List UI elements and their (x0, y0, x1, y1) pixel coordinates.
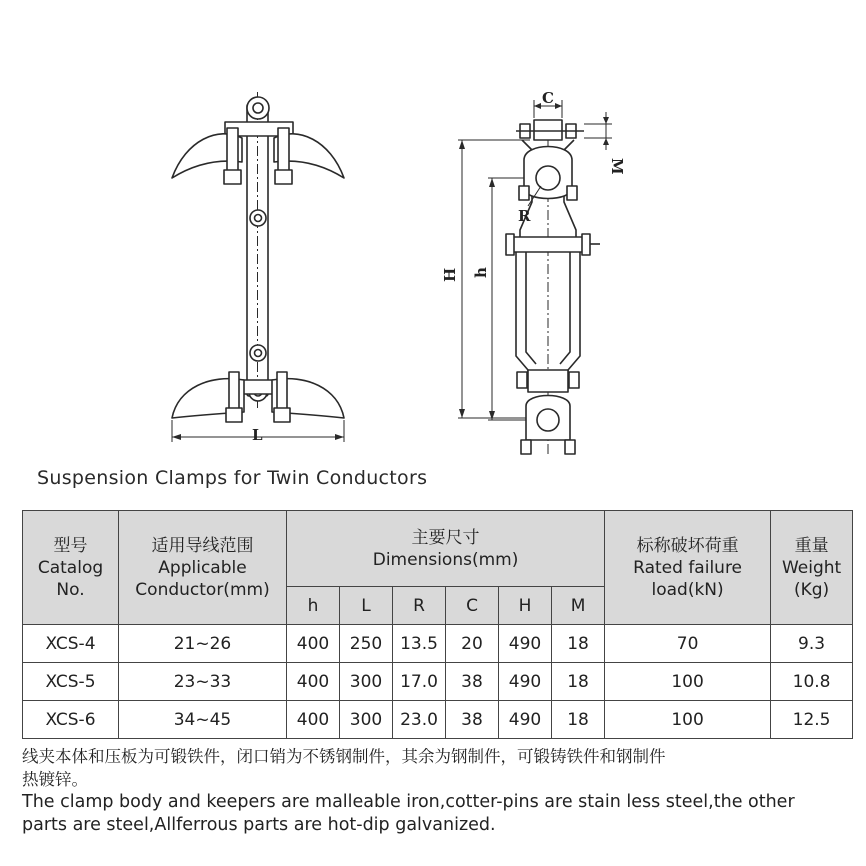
header-dim-R: R (393, 587, 446, 625)
header-load: 标称破坏荷重 Rated failure load(kN) (605, 511, 771, 625)
cell-conductor: 23~33 (119, 663, 287, 701)
front-view (172, 92, 344, 442)
cell-R: 13.5 (393, 625, 446, 663)
note-chinese-line2: 热镀锌。 (22, 770, 88, 789)
dim-label-L: L (252, 426, 263, 444)
dim-label-R: R (518, 207, 531, 225)
cell-catalog: XCS-5 (23, 663, 119, 701)
header-dim-H: H (499, 587, 552, 625)
cell-M: 18 (552, 625, 605, 663)
cell-catalog: XCS-4 (23, 625, 119, 663)
cell-h: 400 (287, 663, 340, 701)
header-conductor: 适用导线范围 Applicable Conductor(mm) (119, 511, 287, 625)
cell-R: 23.0 (393, 701, 446, 739)
dim-label-H: H (441, 267, 459, 282)
cell-weight: 12.5 (771, 701, 853, 739)
table-row (23, 701, 853, 739)
header-catalog: 型号 Catalog No. (23, 511, 119, 625)
cell-load: 100 (605, 663, 771, 701)
cell-H: 490 (499, 663, 552, 701)
cell-C: 38 (446, 663, 499, 701)
dim-label-C: C (542, 89, 554, 107)
dim-label-M: M (608, 158, 626, 175)
cell-C: 20 (446, 625, 499, 663)
cell-R: 17.0 (393, 663, 446, 701)
cell-h: 400 (287, 625, 340, 663)
cell-M: 18 (552, 663, 605, 701)
cell-h: 400 (287, 701, 340, 739)
header-dim-L: L (340, 587, 393, 625)
header-weight: 重量 Weight (Kg) (771, 511, 853, 625)
header-dimensions: 主要尺寸 Dimensions(mm) (287, 511, 605, 587)
note-chinese-line1: 线夹本体和压板为可锻铁件，闭口销为不锈钢制件，其余为钢制件，可锻铸铁件和钢制件 (22, 747, 666, 766)
header-dim-h: h (287, 587, 340, 625)
specifications-table (22, 510, 853, 739)
cell-L: 300 (340, 701, 393, 739)
cell-weight: 10.8 (771, 663, 853, 701)
cell-weight: 9.3 (771, 625, 853, 663)
note-english-line1: The clamp body and keepers are malleable iron,cotter-pins are stain less steel,the other (22, 792, 795, 812)
cell-catalog: XCS-6 (23, 701, 119, 739)
header-dim-M: M (552, 587, 605, 625)
table-row (23, 625, 853, 663)
cell-L: 300 (340, 663, 393, 701)
cell-H: 490 (499, 625, 552, 663)
table-row (23, 663, 853, 701)
section-title: Suspension Clamps for Twin Conductors (37, 467, 428, 489)
cell-C: 38 (446, 701, 499, 739)
cell-conductor: 21~26 (119, 625, 287, 663)
cell-H: 490 (499, 701, 552, 739)
cell-conductor: 34~45 (119, 701, 287, 739)
cell-L: 250 (340, 625, 393, 663)
note-english-line2: parts are steel,Allferrous parts are hot-dip galvanized. (22, 815, 496, 835)
dim-label-h: h (472, 267, 490, 278)
cell-M: 18 (552, 701, 605, 739)
cell-load: 100 (605, 701, 771, 739)
cell-load: 70 (605, 625, 771, 663)
header-dim-C: C (446, 587, 499, 625)
